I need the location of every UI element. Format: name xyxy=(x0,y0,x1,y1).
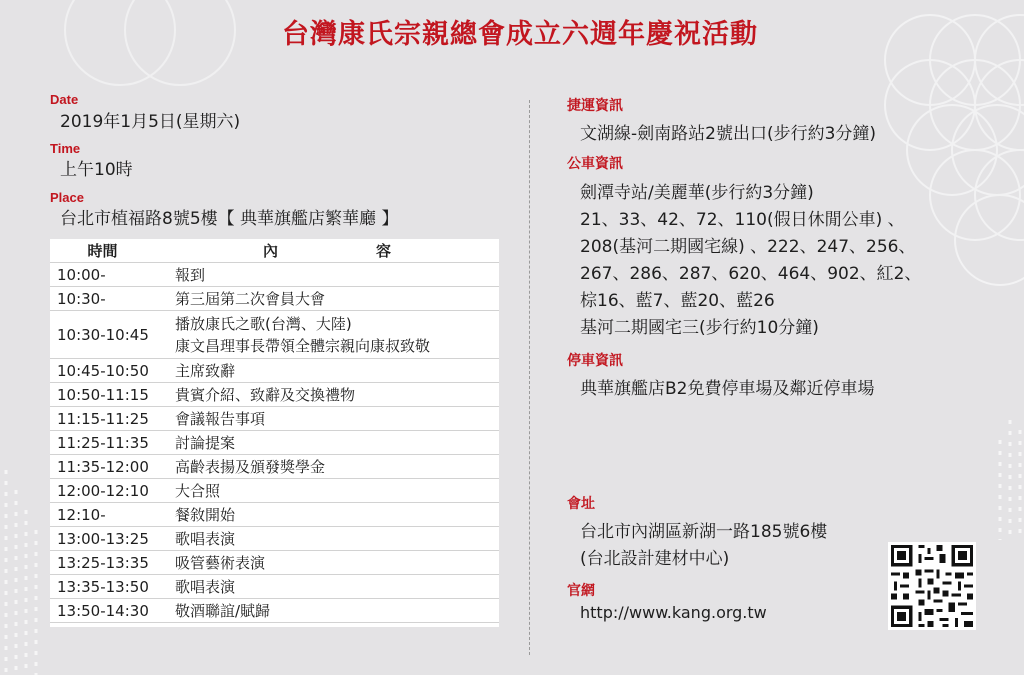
table-row-item: 會議報告事項 xyxy=(155,407,499,431)
table-row-time: 13:50-14:30 xyxy=(50,599,155,623)
bus-line: 208(基河二期國宅線) 、222、247、256、 xyxy=(580,237,916,257)
table-row-item: 餐敘開始 xyxy=(155,503,499,527)
date-value: 2019年1月5日(星期六) xyxy=(60,112,241,132)
table-header-time: 時間 xyxy=(50,239,155,263)
parking-value: 典華旗艦店B2免費停車場及鄰近停車場 xyxy=(580,379,875,399)
page-title: 台灣康氏宗親總會成立六週年慶祝活動 xyxy=(282,19,758,50)
bus-line: 21、33、42、72、110(假日休閒公車) 、 xyxy=(580,210,905,230)
mrt-value: 文湖線-劍南路站2號出口(步行約3分鐘) xyxy=(580,124,877,144)
table-row-time: 10:00- xyxy=(50,263,155,287)
table-row-item xyxy=(155,311,499,359)
bus-line: 基河二期國宅三(步行約10分鐘) xyxy=(580,318,819,338)
table-row-time: 11:35-12:00 xyxy=(50,455,155,479)
date-label: Date xyxy=(50,92,79,107)
address-label: 會址 xyxy=(567,495,595,511)
table-row-item: 報到 xyxy=(155,263,499,287)
table-row-item-line-2: 康文昌理事長帶領全體宗親向康叔致敬 xyxy=(175,336,431,355)
table-row-time: 12:00-12:10 xyxy=(50,479,155,503)
address-building: (台北設計建材中心) xyxy=(580,549,730,569)
table-row-time: 13:25-13:35 xyxy=(50,551,155,575)
bus-label: 公車資訊 xyxy=(567,155,623,171)
bus-line: 267、286、287、620、464、902、紅2、 xyxy=(580,264,922,284)
website-link[interactable]: http://www.kang.org.tw xyxy=(580,603,767,622)
table-header-content-char-2: 容 xyxy=(376,242,392,260)
address-value: 台北市內湖區新湖一路185號6樓 xyxy=(580,522,828,542)
table-row-time: 13:35-13:50 xyxy=(50,575,155,599)
table-header-content xyxy=(155,239,499,263)
mrt-label: 捷運資訊 xyxy=(567,97,623,113)
bus-line: 劍潭寺站/美麗華(步行約3分鐘) xyxy=(580,183,814,203)
place-value: 台北市植福路8號5樓【 典華旗艦店繁華廳 】 xyxy=(60,209,399,229)
table-row-item: 敬酒聯誼/賦歸 xyxy=(155,599,499,623)
table-row-time: 10:30- xyxy=(50,287,155,311)
table-row-time: 10:30-10:45 xyxy=(50,311,155,359)
table-row-time: 11:25-11:35 xyxy=(50,431,155,455)
table-row-time: 10:45-10:50 xyxy=(50,359,155,383)
table-row-item: 歌唱表演 xyxy=(155,527,499,551)
table-row-item: 大合照 xyxy=(155,479,499,503)
time-value: 上午10時 xyxy=(60,160,133,180)
website-label: 官網 xyxy=(567,582,595,598)
qr-code-graphic xyxy=(888,542,976,630)
bus-line: 棕16、藍7、藍20、藍26 xyxy=(580,291,775,311)
table-row-item: 主席致辭 xyxy=(155,359,499,383)
schedule-table xyxy=(50,239,499,627)
table-row-time: 13:00-13:25 xyxy=(50,527,155,551)
table-row-item: 吸管藝術表演 xyxy=(155,551,499,575)
table-row-time: 12:10- xyxy=(50,503,155,527)
table-header-content-char-1: 內 xyxy=(262,242,278,260)
table-row-item: 討論提案 xyxy=(155,431,499,455)
time-label: Time xyxy=(50,141,81,156)
qr-code-icon[interactable] xyxy=(888,542,976,630)
table-row-item: 高齡表揚及頒發獎學金 xyxy=(155,455,499,479)
column-divider xyxy=(529,100,530,655)
table-row-item: 歌唱表演 xyxy=(155,575,499,599)
parking-label: 停車資訊 xyxy=(567,352,623,368)
table-row-time: 10:50-11:15 xyxy=(50,383,155,407)
table-row-time: 11:15-11:25 xyxy=(50,407,155,431)
table-row-item: 貴賓介紹、致辭及交換禮物 xyxy=(155,383,499,407)
place-label: Place xyxy=(50,190,84,205)
table-row-item: 第三屆第二次會員大會 xyxy=(155,287,499,311)
table-row-item-line-1: 播放康氏之歌(台灣、大陸) xyxy=(175,314,352,333)
